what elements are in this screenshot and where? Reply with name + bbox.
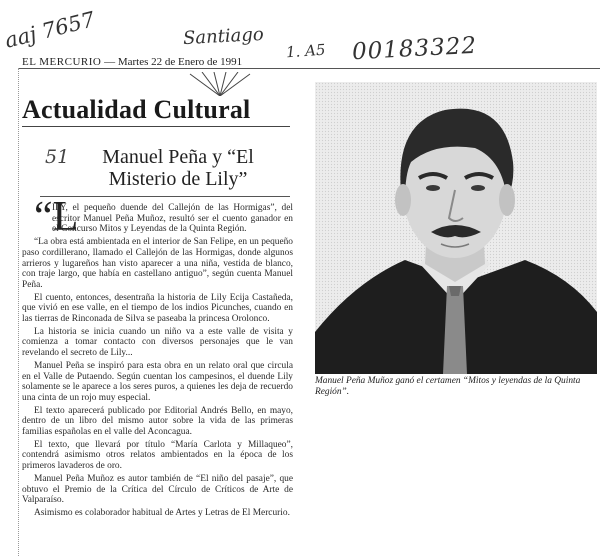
headline-line-2: Misterio de Lily” [108, 168, 248, 190]
portrait-illustration [315, 82, 597, 374]
article-headline [62, 146, 294, 190]
author-portrait-photo [315, 82, 597, 374]
paragraph: ILY, el pequeño duende del Callejón de las Hormigas”, del escritor Manuel Peña Muñoz, resultó ser el cuento ganador en el Concurso Mitos y Leyendas de la Quinta Región. [52, 203, 293, 235]
handwritten-page-marker: 51 [45, 146, 70, 168]
paragraph: El texto, que llevará por título “María Carlota y Millaqueo”, contendrá asimismo otros relatos ambientados en la época de los primeros lavaderos de oro. [22, 439, 293, 472]
paragraph: Manuel Peña Muñoz es autor también de “El niño del pasaje”, que obtuvo el Premio de la Crítica del Círculo de Críticos de Arte de Valparaíso. [22, 473, 293, 506]
handwritten-city: Santiago [182, 23, 265, 50]
section-title: Actualidad Cultural [22, 95, 251, 124]
paragraph: El cuento, entonces, desentraña la historia de Lily Ecija Castañeda, que vivió en ese valle, en el tiempo de los indios Picunches, cuando en las tierras de Rinconada de Silva se paseaba la princesa Orolonco. [22, 292, 293, 325]
paragraph: “La obra está ambientada en el interior de San Felipe, en un pequeño paso cordillerano, llamado el Callejón de las Hormigas, donde algunos arrieros y lugareños han visto aparecer a una niña, vestida de blanco, con traje largo, que había en castellano antiguo”, según cuenta Manuel Peña. [22, 237, 293, 290]
paragraph: El texto aparecerá publicado por Editorial Andrés Bello, en mayo, dentro de un libro del mismo autor sobre la vida de las primeras familias españolas en el valle del Aconcagua. [22, 405, 293, 438]
drop-cap: “L [34, 194, 79, 240]
publication-date: — Martes 22 de Enero de 1991 [104, 56, 243, 68]
section-rule [22, 126, 290, 127]
photo-caption: Manuel Peña Muñoz ganó el certamen “Mitos y leyendas de la Quinta Región”. [315, 376, 581, 397]
handwritten-record-id: 00183322 [351, 32, 478, 66]
header-rule [18, 68, 600, 69]
paragraph: Asimismo es colaborador habitual de Artes y Letras de El Mercurio. [34, 507, 290, 518]
handwritten-page-ref: 1. A5 [285, 40, 327, 62]
headline-line-1: Manuel Peña y “El [102, 146, 254, 168]
newspaper-name: EL MERCURIO [22, 56, 102, 68]
paragraph: La historia se inicia cuando un niño va a este valle de visita y comienza a tomar contacto con diversos personajes que le van revelando el secreto de Lily... [22, 326, 293, 359]
paragraph: Manuel Peña se inspiró para esta obra en un relato oral que circula en el Valle de Putaendo. Según cuentan los campesinos, el duende Lily solamente se le aparece a los seres puros, a quienes les deja de recuerdo una cinta de un rojo muy especial. [22, 360, 293, 403]
handwritten-archive-code: aaj 7657 [2, 7, 98, 53]
article-body [22, 203, 293, 521]
sun-rays-ornament [180, 72, 260, 96]
masthead [22, 56, 242, 68]
column-margin-line [18, 68, 19, 556]
